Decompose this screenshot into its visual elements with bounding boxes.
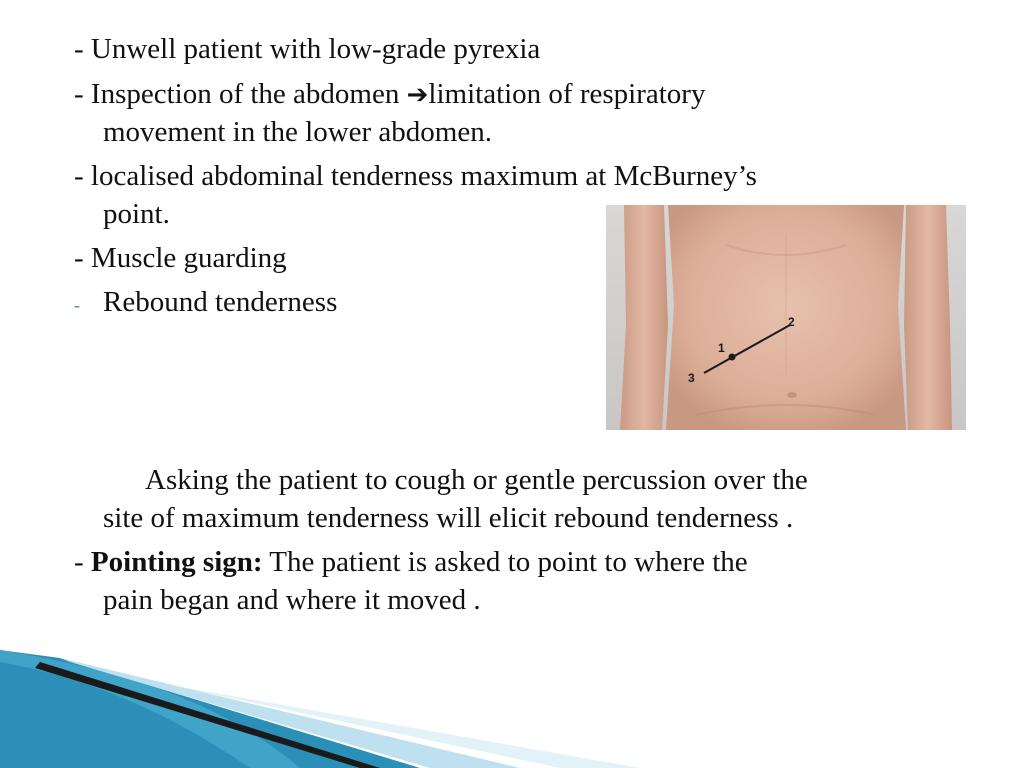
bullet-text: localised abdominal tenderness maximum at McBurney’s: [90, 160, 757, 192]
bullet-dash: -: [74, 546, 91, 578]
paragraph-line-1: Asking the patient to cough or gentle percussion over the: [145, 464, 808, 496]
pointing-sign-continuation: pain began and where it moved .: [103, 584, 481, 616]
pointing-sign-term: Pointing sign:: [90, 546, 263, 578]
bullet-2: [74, 77, 705, 112]
bullet-dash: -: [74, 242, 91, 274]
marker-3-label: 3: [688, 371, 695, 385]
bullet-5: [74, 285, 337, 322]
bullet-3-continuation: point.: [103, 198, 170, 230]
bullet-text: Rebound tenderness: [103, 286, 338, 318]
paragraph-line-2: site of maximum tenderness will elicit rebound tenderness .: [103, 502, 794, 534]
bullet-3: [74, 159, 757, 193]
bullet-2-continuation: movement in the lower abdomen.: [103, 116, 492, 148]
bullet-4: [74, 241, 287, 275]
bullet-1: [74, 32, 540, 66]
bullet-text: Unwell patient with low-grade pyrexia: [90, 33, 541, 65]
bullet-dash: -: [74, 78, 91, 110]
bullet-dash: -: [74, 33, 91, 65]
abdomen-illustration: [606, 205, 966, 430]
marker-2-label: 2: [788, 315, 795, 329]
pointing-sign-text: The patient is asked to point to where the: [262, 546, 748, 578]
bullet-text: Muscle guarding: [90, 242, 287, 274]
abdomen-photo: [606, 205, 966, 430]
bullet-text: limitation of respiratory: [428, 78, 706, 110]
right-arrow-icon: ➔: [406, 80, 429, 110]
bullet-text: Inspection of the abdomen: [90, 78, 407, 110]
pointing-sign: [74, 545, 748, 579]
decorative-swoosh: [0, 640, 1024, 768]
bullet-dash: -: [74, 160, 91, 192]
bullet-dash: -: [74, 295, 80, 315]
marker-1-label: 1: [718, 341, 725, 355]
